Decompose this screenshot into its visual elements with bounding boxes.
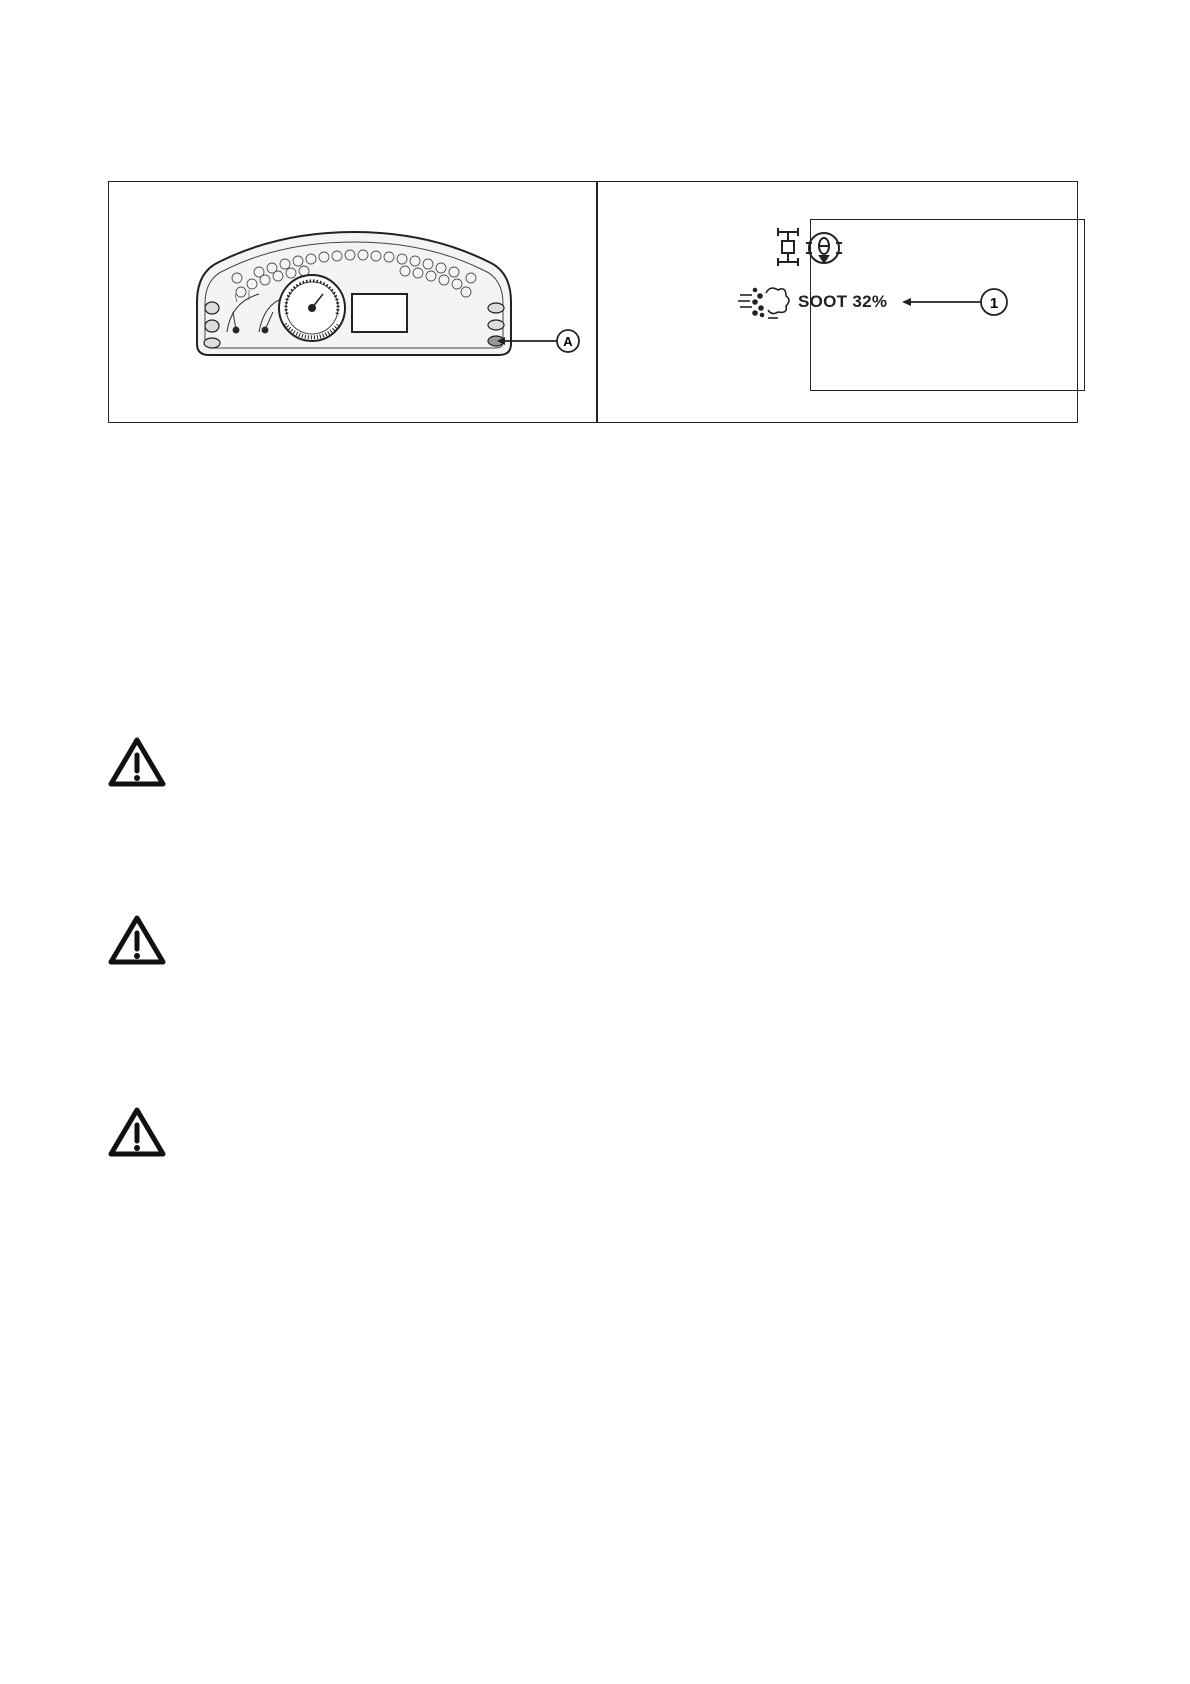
warning-triangle-icon (108, 915, 166, 965)
warning-triangle-icon (108, 737, 166, 787)
soot-readout: SOOT 32% (798, 292, 888, 311)
callout-1-label: 1 (989, 295, 999, 312)
dpf-filter-icon (778, 228, 798, 266)
soot-particles-icon (738, 288, 789, 318)
display-overlay (0, 0, 1190, 440)
engine-warning-icon (806, 233, 842, 263)
warning-triangle-icon (108, 1107, 166, 1157)
callout-a-label: A (563, 334, 573, 349)
